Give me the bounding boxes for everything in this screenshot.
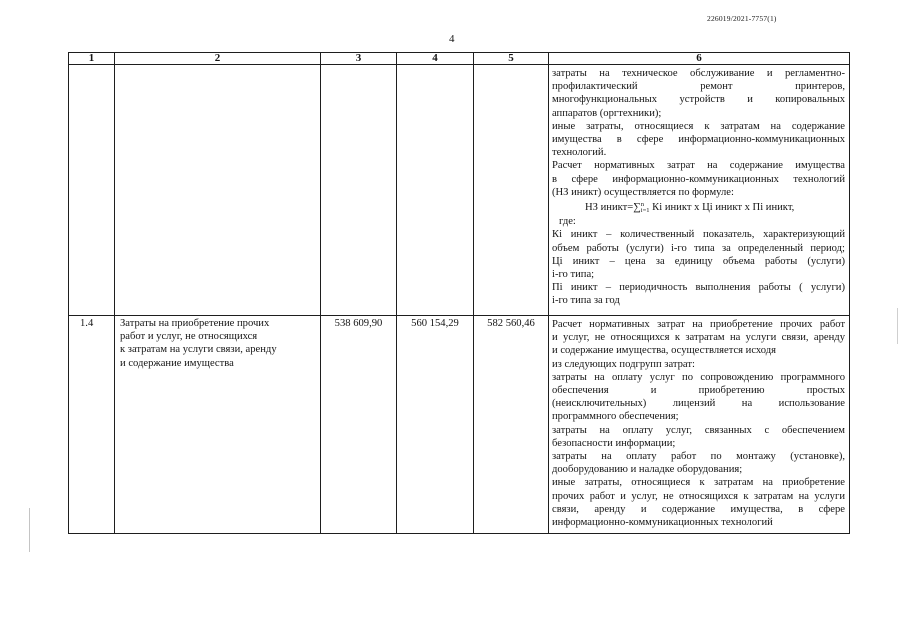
text-line: имущества в сфере информационно-коммуникационных — [552, 134, 845, 146]
text-line: где: — [559, 216, 576, 228]
cost-category-description — [115, 316, 321, 534]
table-row-continued — [69, 65, 850, 316]
amount-col-5: 582 560,46 — [474, 316, 549, 534]
header-row — [69, 53, 850, 65]
text-line: Цi иникт – цена за единицу объема работы (услуги) — [552, 255, 845, 267]
sum-lower-limit: i=1 — [640, 206, 650, 214]
text-line: (НЗ иникт) осуществляется по формуле: — [552, 186, 734, 198]
page-number: 4 — [449, 33, 455, 45]
formula-lhs: НЗ иникт= — [585, 202, 634, 214]
text-line: Затраты на приобретение прочих — [120, 318, 270, 329]
formula — [552, 201, 845, 214]
text-line: из следующих подгрупп затрат: — [552, 358, 695, 370]
text-line: аппаратов (оргтехники); — [552, 107, 662, 119]
column-header-1: 1 — [69, 53, 115, 65]
cell-empty — [69, 65, 115, 316]
text-line: иные затраты, относящиеся к затратам на приобретение — [552, 477, 845, 489]
column-header-4: 4 — [397, 53, 474, 65]
text-line: связи, аренду и содержание имущества, в сфере — [552, 503, 845, 515]
text-line: в сфере информационно-коммуникационных технологий — [552, 173, 845, 185]
text-line: дооборудованию и наладке оборудования; — [552, 464, 743, 476]
text-line: профилактический ремонт принтеров, — [552, 81, 845, 93]
text-line: Кi иникт – количественный показатель, характеризующий — [552, 229, 845, 241]
text-line: затраты на оплату услуг, связанных с обеспечением — [552, 424, 845, 436]
text-line: i-го типа за год — [552, 295, 620, 307]
scan-artifact-line — [29, 508, 30, 552]
text-line: затраты на техническое обслуживание и регламентно- — [552, 68, 845, 79]
text-line: программного обеспечения; — [552, 411, 679, 423]
text-line: многофункциональных устройств и копировальных — [552, 94, 845, 106]
text-line: безопасности информации; — [552, 437, 676, 449]
scan-artifact-line — [897, 308, 898, 344]
column-header-5: 5 — [474, 53, 549, 65]
column-header-3: 3 — [321, 53, 397, 65]
text-line: затраты на оплату услуг по сопровождению программного — [552, 371, 845, 383]
cell-empty — [474, 65, 549, 316]
text-line: и содержание имущества, осуществляется исходя — [552, 345, 777, 357]
text-line: и содержание имущества — [120, 357, 234, 369]
text-line: затраты на оплату работ по монтажу (установке), — [552, 451, 845, 463]
formula-rhs: Кi иникт х Цi иникт х Пi иникт, — [649, 202, 795, 214]
text-line: работ и услуг, не относящихся — [120, 331, 258, 343]
column-header-6: 6 — [549, 53, 850, 65]
text-line: Расчет нормативных затрат на приобретение прочих работ — [552, 319, 845, 330]
cell-empty — [115, 65, 321, 316]
text-line: i-го типа; — [552, 269, 595, 281]
text-line: обеспечения и приобретению простых — [552, 385, 845, 397]
text-line: объем работы (услуги) i-го типа за определенный период; — [552, 242, 845, 254]
calculation-description-cell — [549, 316, 850, 534]
text-line: к затратам на услуги связи, аренду — [120, 344, 277, 356]
text-line: (неисключительных) лицензий на использование — [552, 398, 845, 410]
document-id: 226019/2021-7757(1) — [707, 14, 777, 23]
text-line: Пi иникт – периодичность выполнения работы ( услуги) — [552, 282, 845, 294]
text-line: и услуг, не относящихся к затратам на услуги связи, аренду — [552, 332, 845, 344]
amount-col-3: 538 609,90 — [321, 316, 397, 534]
text-line: иные затраты, относящиеся к затратам на содержание — [552, 120, 845, 132]
cost-table — [68, 52, 850, 534]
text-line: Расчет нормативных затрат на содержание имущества — [552, 160, 845, 172]
sum-upper-limit: n — [640, 200, 645, 208]
calculation-description-cell — [549, 65, 850, 316]
sum-symbol: ∑ — [633, 202, 641, 214]
text-line: технологий. — [552, 147, 607, 159]
row-number: 1.4 — [69, 316, 115, 534]
table-row-1-4 — [69, 316, 850, 534]
column-header-2: 2 — [115, 53, 321, 65]
amount-col-4: 560 154,29 — [397, 316, 474, 534]
text-line: информационно-коммуникационных технологий — [552, 517, 773, 529]
text-line: прочих работ и услуг, не относящихся к затратам на услуги — [552, 490, 845, 502]
cell-empty — [321, 65, 397, 316]
cell-empty — [397, 65, 474, 316]
